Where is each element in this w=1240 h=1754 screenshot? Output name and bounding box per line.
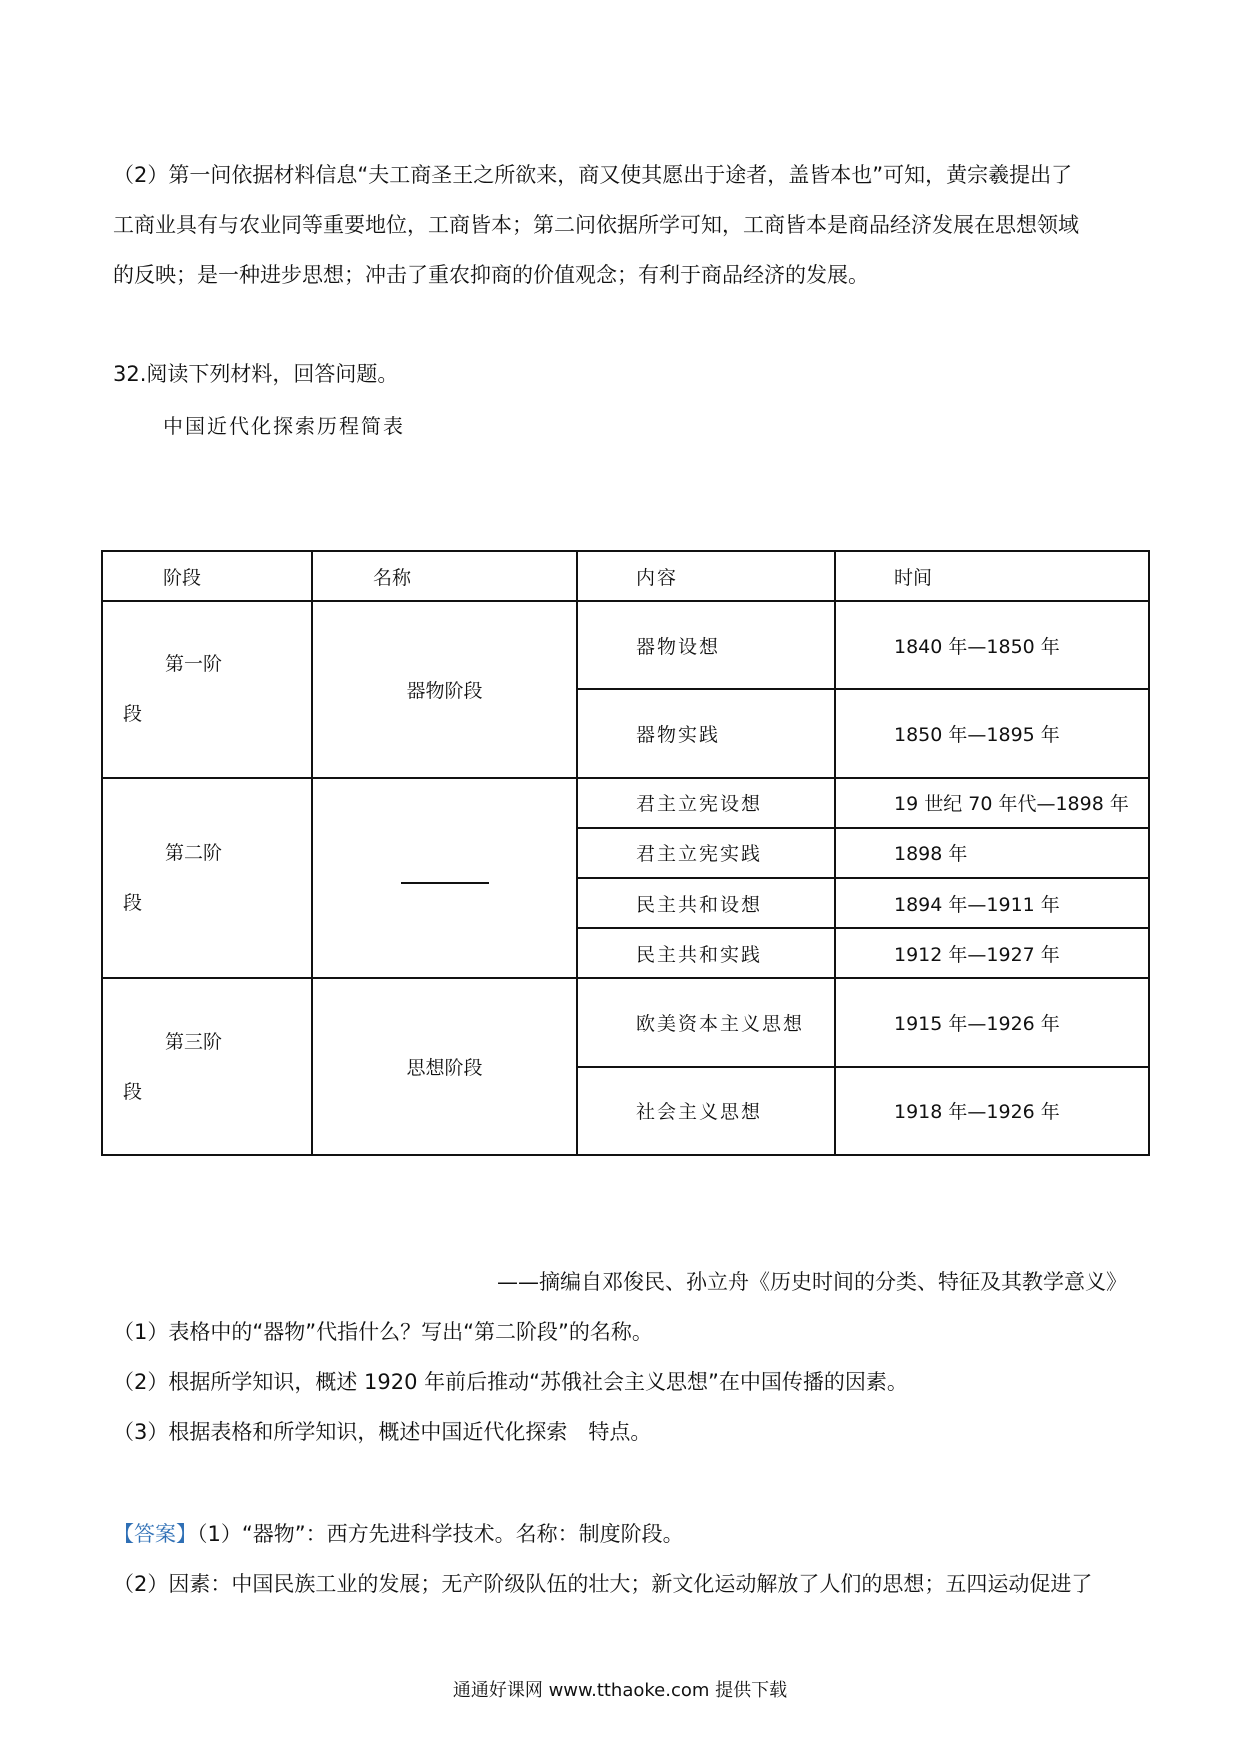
prev-answer-line: （2）第一问依据材料信息“夫工商圣王之所欲来，商又使其愿出于途者，盖皆本也”可知，黄宗羲提出了 [113, 163, 1073, 187]
content-cell: 民主共和设想 [577, 878, 835, 928]
name-cell-blank [312, 778, 577, 979]
stage-label: 第一阶 [165, 653, 223, 676]
table-row [102, 978, 1149, 1066]
time-cell: 1898 年 [835, 828, 1149, 878]
content-cell: 社会主义思想 [577, 1067, 835, 1155]
time-cell: 1912 年—1927 年 [835, 928, 1149, 978]
table-row [102, 601, 1149, 689]
content-cell: 君主立宪实践 [577, 828, 835, 878]
table-row [102, 778, 1149, 828]
answer-blank [401, 882, 489, 884]
content-cell: 欧美资本主义思想 [577, 978, 835, 1066]
stage-cell [102, 601, 312, 778]
header-cell: 名称 [312, 551, 577, 601]
answer-line [113, 1519, 684, 1549]
name-cell: 思想阶段 [312, 978, 577, 1155]
time-cell: 1850 年—1895 年 [835, 689, 1149, 777]
stage-label: 段 [123, 1080, 143, 1103]
stage-label: 第三阶 [165, 1030, 223, 1053]
time-cell: 19 世纪 70 年代—1898 年 [835, 778, 1149, 828]
question-item: （3）根据表格和所学知识，概述中国近代化探索 特点。 [113, 1420, 652, 1444]
answer-text: （1）“器物”：西方先进科学技术。名称：制度阶段。 [197, 1522, 684, 1546]
prev-answer-line: 的反映；是一种进步思想；冲击了重农抑商的价值观念；有利于商品经济的发展。 [113, 263, 869, 287]
header-cell: 时间 [835, 551, 1149, 601]
header-cell: 内容 [577, 551, 835, 601]
table-title: 中国近代化探索历程简表 [163, 414, 405, 438]
time-cell: 1915 年—1926 年 [835, 978, 1149, 1066]
name-cell: 器物阶段 [312, 601, 577, 778]
question-item: （1）表格中的“器物”代指什么？写出“第二阶段”的名称。 [113, 1320, 653, 1344]
time-cell: 1918 年—1926 年 [835, 1067, 1149, 1155]
stage-cell [102, 978, 312, 1155]
content-cell: 君主立宪设想 [577, 778, 835, 828]
time-cell: 1840 年—1850 年 [835, 601, 1149, 689]
content-cell: 器物实践 [577, 689, 835, 777]
header-cell: 阶段 [102, 551, 312, 601]
question-heading: 32.阅读下列材料，回答问题。 [113, 362, 399, 386]
stage-label: 段 [123, 892, 143, 915]
citation: ——摘编自邓俊民、孙立舟《历史时间的分类、特征及其教学意义》 [497, 1270, 1127, 1294]
content-cell: 器物设想 [577, 601, 835, 689]
table-header-row [102, 551, 1149, 601]
stage-cell [102, 778, 312, 979]
history-table [101, 550, 1150, 1156]
answer-label: 【答案】 [113, 1522, 197, 1546]
stage-label: 段 [123, 703, 143, 726]
question-item: （2）根据所学知识，概述 1920 年前后推动“苏俄社会主义思想”在中国传播的因素。 [113, 1370, 908, 1394]
content-cell: 民主共和实践 [577, 928, 835, 978]
stage-label: 第二阶 [165, 842, 223, 865]
answer-line: （2）因素：中国民族工业的发展；无产阶级队伍的壮大；新文化运动解放了人们的思想；五四运动促进了 [113, 1572, 1093, 1596]
time-cell: 1894 年—1911 年 [835, 878, 1149, 928]
page-footer: 通通好课网 www.tthaoke.com 提供下载 [452, 1680, 788, 1701]
prev-answer-line: 工商业具有与农业同等重要地位，工商皆本；第二问依据所学可知，工商皆本是商品经济发展在思想领域 [113, 213, 1079, 237]
